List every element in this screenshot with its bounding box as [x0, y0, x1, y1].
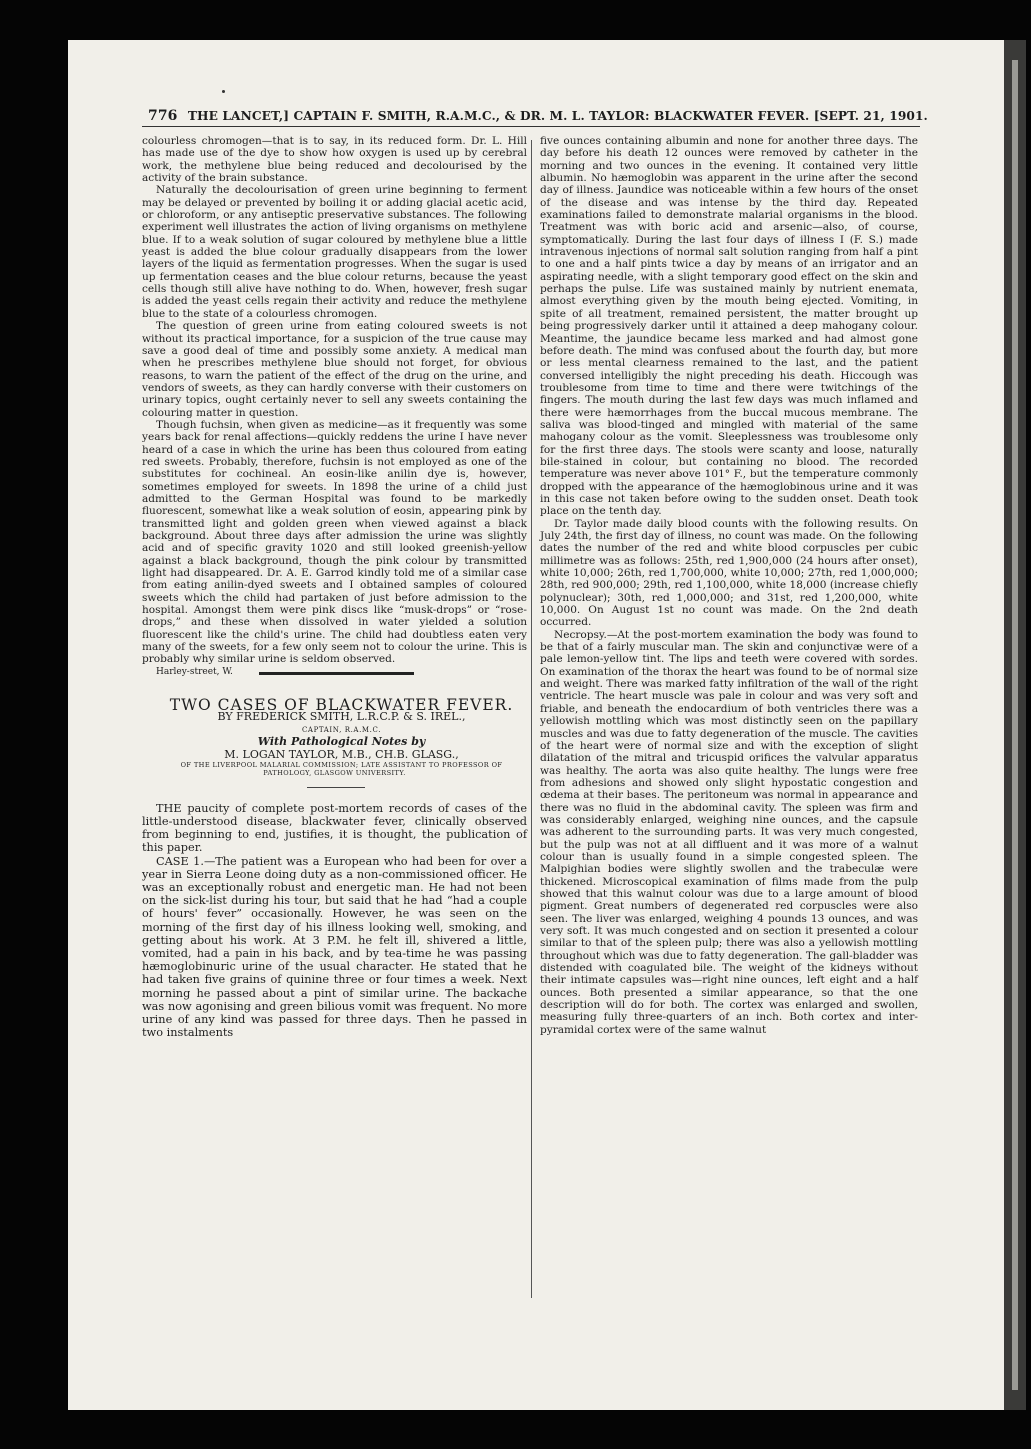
- header-title: CAPTAIN F. SMITH, R.A.M.C., & DR. M. L. TAYLOR: BLACKWATER FEVER.: [293, 109, 810, 123]
- paragraph: Naturally the decolourisation of green urine beginning to ferment may be delayed or prevented by boiling it or adding glacial acetic acid, or chloroform, or any antiseptic preservative substances. The following experiment well illustrates the action of living organisms on methylene blue. If to a weak solution of sugar coloured by methylene blue a little yeast is added the blue colour gradually disappears from the lower layers of the liquid as fermentation progresses. When the sugar is used up fermentation ceases and the blue colour returns, because the yeast cells though still alive have nothing to do. When, however, fresh sugar is added the yeast cells regain their activity and reduce the methylene blue to the state of a colourless chromogen.: [142, 184, 527, 320]
- paragraph: colourless chromogen—that is to say, in its reduced form. Dr. L. Hill has made use of the dye to show how oxygen is used up by cerebral work, the methylene blue being reduced and decolourised by the activity of the brain substance.: [142, 135, 527, 185]
- paragraph: CASE 1.—The patient was a European who had been for over a year in Sierra Leone doing duty as a non-commissioned officer. He was an exceptionally robust and energetic man. He had not been on the sick-list during his tour, but said that he had “had a couple of hours' fever” occasionally. However, he was seen on the morning of the first day of his illness looking well, smoking, and getting about his work. At 3 P.M. he felt ill, shivered a little, vomited, had a pain in his back, and by tea-time he was passing hæmoglobinuric urine of the usual character. He stated that he had taken five grains of quinine three or four times a week. Next morning he passed about a pint of similar urine. The backache was now agonising and green bilious vomit was frequent. No more urine of any kind was passed for three days. Then he passed in two instalments: [142, 854, 527, 1040]
- header-rule: [142, 126, 920, 127]
- short-rule: [307, 787, 365, 788]
- right-column: [540, 135, 918, 1036]
- notes-by: With Pathological Notes by: [257, 735, 426, 749]
- paragraph: Though fuchsin, when given as medicine—as it frequently was some years back for renal affections—quickly reddens the urine I have never heard of a case in which the urine has been thus coloured from eating red sweets. Probably, therefore, fuchsin is not employed as one of the substitutes for cochineal. An eosin-like anilin dye is, however, sometimes employed for sweets. In 1898 the urine of a child just admitted to the German Hospital was found to be markedly fluorescent, somewhat like a weak solution of eosin, appearing pink by transmitted light and golden green when viewed against a black background. About three days after admission the urine was slightly acid and of specific gravity 1020 and still looked greenish-yellow against a black background, though the pink colour by transmitted light had disappeared. Dr. A. E. Garrod kindly told me of a similar case from eating anilin-dyed sweets and I obtained samples of coloured sweets which the child had partaken of just before admission to the hospital. Amongst them were pink discs like “musk-drops” or “rose-drops,” and these when dissolved in water yielded a solution fluorescent like the child's urine. The child had doubtless eaten very many of the sweets, for a few only seem not to colour the urine. This is probably why similar urine is seldom observed.: [142, 418, 527, 666]
- paragraph: five ounces containing albumin and none for another three days. The day before his death 12 ounces were removed by catheter in the morning and two ounces in the evening. It contained very little albumin. No hæmoglobin was apparent in the urine after the second day of illness. Jaundice was noticeable within a few hours of the onset of the disease and was intense by the third day. Repeated examinations failed to demonstrate malarial organisms in the blood. Treatment was with boric acid and arsenic—also, of course, symptomatically. During the last four days of illness I (F. S.) made intravenous injections of normal salt solution ranging from half a pint to one and a half pints twice a day by means of an irrigator and an aspirating needle, with a slight temporary good effect on the skin and perhaps the pulse. Life was sustained mainly by nutrient enemata, almost everything given by the mouth being ejected. Vomiting, in spite of all treatment, remained persistent, the matter brought up being progressively darker until it attained a deep mahogany colour. Meantime, the jaundice became less marked and had almost gone before death. The mind was confused about the fourth day, but more or less mental clearness remained to the last, and the patient conversed intelligibly the night preceding his death. Hiccough was troublesome from time to time and there were twitchings of the fingers. The mouth during the last few days was much inflamed and there were hæmorrhages from the buccal mucous membrane. The saliva was blood-tinged and mingled with material of the same mahogany colour as the vomit. Sleeplessness was troublesome only for the first three days. The stools were scanty and loose, naturally bile-stained in colour, but containing no blood. The recorded temperature was never above 101° F., but the temperature commonly dropped with the appearance of the hæmoglobinous urine and it was in this case not taken before owing to the sudden onset. Death took place on the tenth day.: [540, 135, 918, 518]
- journal-name: THE LANCET,]: [187, 109, 290, 123]
- coauthor: M. LOGAN TAYLOR, M.B., CH.B. GLASG.,: [224, 747, 459, 761]
- byline: BY FREDERICK SMITH, L.R.C.P. & S. IREL.,: [217, 710, 466, 724]
- paragraph: THE paucity of complete post-mortem records of cases of the little-understood disease, blackwater fever, clinically observed from beginning to end, justifies, it is thought, the publication of this paper.: [142, 801, 527, 855]
- running-header: [148, 108, 928, 124]
- paragraph: Necropsy.—At the post-mortem examination the body was found to be that of a fairly muscular man. The skin and conjunctivæ were of a pale lemon-yellow tint. The lips and teeth were covered with sordes. On examination of the thorax the heart was found to be of normal size and weight. There was marked fatty infiltration of the wall of the right ventricle. The heart muscle was pale in colour and was very soft and friable, and beneath the endocardium of both ventricles there was a yellowish mottling which was most distinctly seen on the papillary muscles and was due to fatty degeneration of the muscle. The cavities of the heart were of normal size and with the exception of slight dilatation of the mitral and tricuspid orifices the valvular apparatus was healthy. The aorta was also quite healthy. The lungs were free from adhesions and showed only slight hypostatic congestion and œdema at their bases. The peritoneum was normal in appearance and there was no fluid in the abdominal cavity. The spleen was firm and was considerably enlarged, weighing nine ounces, and the capsule was adherent to the surrounding parts. It was very much congested, but the pulp was not at all diffluent and it was more of a walnut colour than is usually found in a simple congested spleen. The Malpighian bodies were slightly swollen and the trabeculæ were thickened. Microscopical examination of films made from the pulp showed that this walnut colour was due to a large amount of blood pigment. Great numbers of degenerated red corpuscles were also seen. The liver was enlarged, weighing 4 pounds 13 ounces, and was very soft. It was much congested and on section it presented a colour similar to that of the spleen pulp; there was also a yellowish mottling throughout which was due to fatty degeneration. The gall-bladder was distended with coagulated bile. The weight of the kidneys without their intimate capsules was—right nine ounces, left eight and a half ounces. Both presented a similar appearance, so that the one description will do for both. The cortex was enlarged and swollen, measuring fully three-quarters of an inch. Both cortex and inter-pyramidal cortex were of the same walnut: [540, 628, 918, 1036]
- column-rule: [531, 140, 532, 1298]
- byline-rank: CAPTAIN, R.A.M.C.: [301, 725, 382, 734]
- paragraph: The question of green urine from eating coloured sweets is not without its practical importance, for a suspicion of the true cause may save a good deal of time and possibly some anxiety. A medical man when he prescribes methylene blue should not forget, for obvious reasons, to warn the patient of the effect of the drug on the urine, and vendors of sweets, as they can hardly converse with their customers on urinary topics, ought certainly never to sell any sweets containing the colouring matter in question.: [142, 320, 527, 419]
- left-column: [142, 135, 527, 1040]
- page-edge-strip: [1012, 60, 1018, 1390]
- signature: Harley-street, W.: [156, 666, 233, 677]
- coauthor-affiliation: OF THE LIVERPOOL MALARIAL COMMISSION; LATE ASSISTANT TO PROFESSOR OF PATHOLOGY, GLASGOW UNIVERSITY.: [180, 760, 503, 777]
- section-rule: [259, 672, 414, 675]
- page-number: 776: [148, 108, 178, 124]
- article-title: TWO CASES OF BLACKWATER FEVER.: [169, 696, 514, 715]
- header-date: [SEPT. 21, 1901.: [813, 109, 928, 123]
- paragraph: Dr. Taylor made daily blood counts with the following results. On July 24th, the first day of illness, no count was made. On the following dates the number of the red and white blood corpuscles per cubic millimetre was as follows: 25th, red 1,900,000 (24 hours after onset), white 10,000; 26th, red 1,700,000, white 10,000; 27th, red 1,000,000; 28th, red 900,000; 29th, red 1,100,000, white 18,000 (increase chiefly polynuclear); 30th, red 1,000,000; and 31st, red 1,200,000, white 10,000. On August 1st no count was made. On the 2nd death occurred.: [540, 517, 918, 629]
- ink-speck: [222, 90, 225, 93]
